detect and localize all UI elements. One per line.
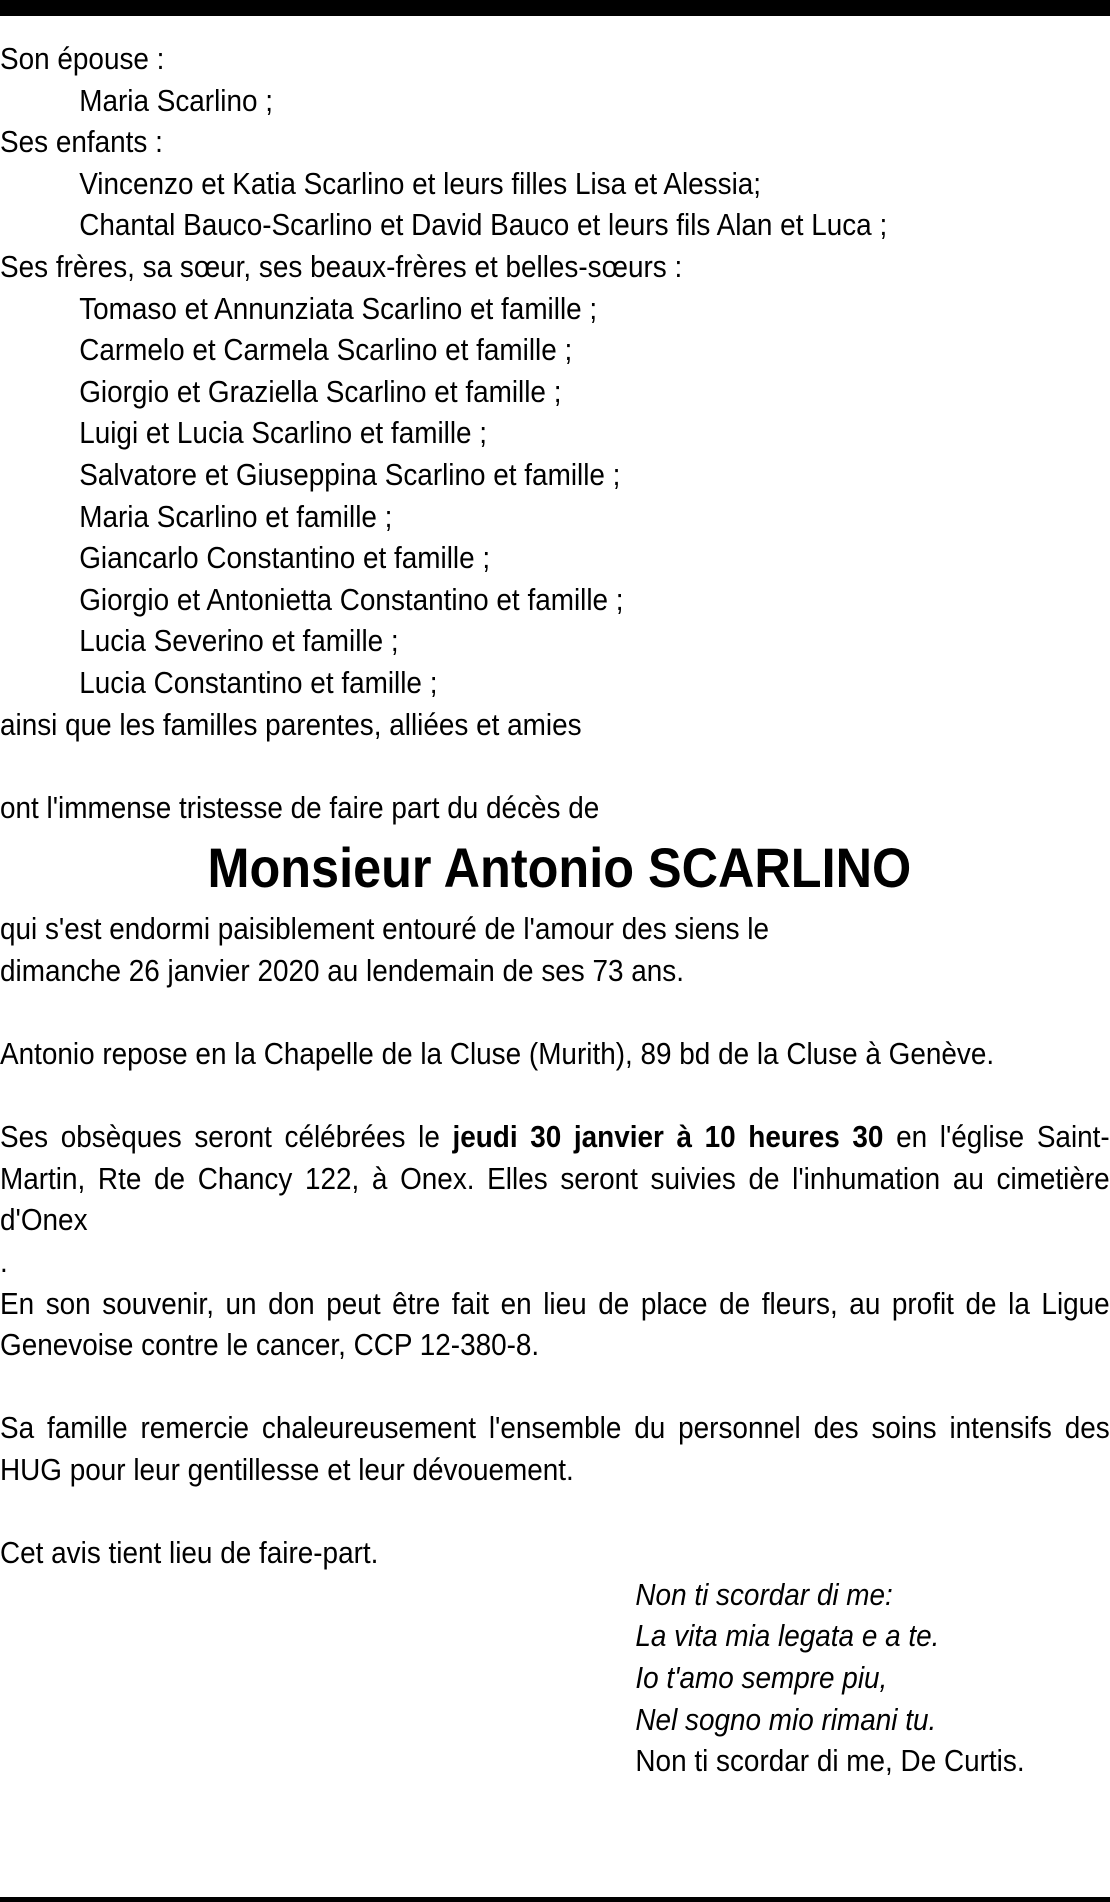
sibling-entry: Tomaso et Annunziata Scarlino et famille ; <box>79 290 598 326</box>
other-families: ainsi que les familles parentes, alliées et amies <box>0 706 582 742</box>
sibling-entry: Luigi et Lucia Scarlino et famille ; <box>79 415 488 451</box>
funeral-paragraph <box>0 1116 1110 1241</box>
sibling-entry: Giorgio et Antonietta Constantino et famille ; <box>79 581 624 617</box>
children-label: Ses enfants : <box>0 124 163 160</box>
sibling-entry: Maria Scarlino et famille ; <box>79 498 393 534</box>
top-rule <box>0 0 1110 16</box>
poem-line: Nel sogno mio rimani tu. <box>635 1701 937 1737</box>
bottom-rule <box>0 1897 1110 1902</box>
poem-attribution: Non ti scordar di me, De Curtis. <box>635 1743 1025 1779</box>
donation-paragraph: En son souvenir, un don peut être fait en lieu de place de fleurs, au profit de la Ligue Genevoise contre le cancer, CCP 12-380-8. <box>0 1285 1110 1363</box>
notice-text: Cet avis tient lieu de faire-part. <box>0 1535 379 1571</box>
poem-block <box>0 1574 1110 1782</box>
child-entry: Vincenzo et Katia Scarlino et leurs filles Lisa et Alessia; <box>79 165 762 201</box>
sibling-entry: Giancarlo Constantino et famille ; <box>79 540 491 576</box>
child-entry: Chantal Bauco-Scarlino et David Bauco et leurs fils Alan et Luca ; <box>79 207 888 243</box>
thanks-paragraph: Sa famille remercie chaleureusement l'ensemble du personnel des soins intensifs des HUG pour leur gentillesse et leur dévouement. <box>0 1410 1110 1487</box>
obituary-notice <box>0 38 1110 1782</box>
funeral-text-before: Ses obsèques seront célébrées le <box>0 1119 440 1155</box>
funeral-text-after: en l'église Saint-Martin, Rte de Chancy 122, à Onex. Elles seront suivies de l'inhumation au cimetière d'Onex <box>0 1119 1110 1238</box>
sibling-entry: Lucia Constantino et famille ; <box>79 664 438 700</box>
sibling-entry: Giorgio et Graziella Scarlino et famille ; <box>79 373 562 409</box>
sibling-entry: Salvatore et Giuseppina Scarlino et famille ; <box>79 456 621 492</box>
poem-line: Io t'amo sempre piu, <box>635 1659 888 1695</box>
sibling-entry: Lucia Severino et famille ; <box>79 623 399 659</box>
spouse-label: Son épouse : <box>0 41 165 76</box>
funeral-date-time: jeudi 30 janvier à 10 heures 30 <box>452 1119 884 1155</box>
stray-period: . <box>0 1244 8 1280</box>
siblings-label: Ses frères, sa sœur, ses beaux-frères et belles-sœurs : <box>0 248 683 284</box>
repose-paragraph: Antonio repose en la Chapelle de la Cluse (Murith), 89 bd de la Cluse à Genève. <box>0 1036 995 1072</box>
passing-line: dimanche 26 janvier 2020 au lendemain de ses 73 ans. <box>0 952 685 988</box>
poem-line: La vita mia legata e a te. <box>635 1618 940 1654</box>
spouse-name: Maria Scarlino ; <box>79 82 274 118</box>
deceased-name: Monsieur Antonio SCARLINO <box>207 836 912 900</box>
poem-line: Non ti scordar di me: <box>635 1576 893 1612</box>
sibling-entry: Carmelo et Carmela Scarlino et famille ; <box>79 332 573 368</box>
passing-line: qui s'est endormi paisiblement entouré de l'amour des siens le <box>0 911 770 947</box>
announcement-text: ont l'immense tristesse de faire part du décès de <box>0 789 600 825</box>
